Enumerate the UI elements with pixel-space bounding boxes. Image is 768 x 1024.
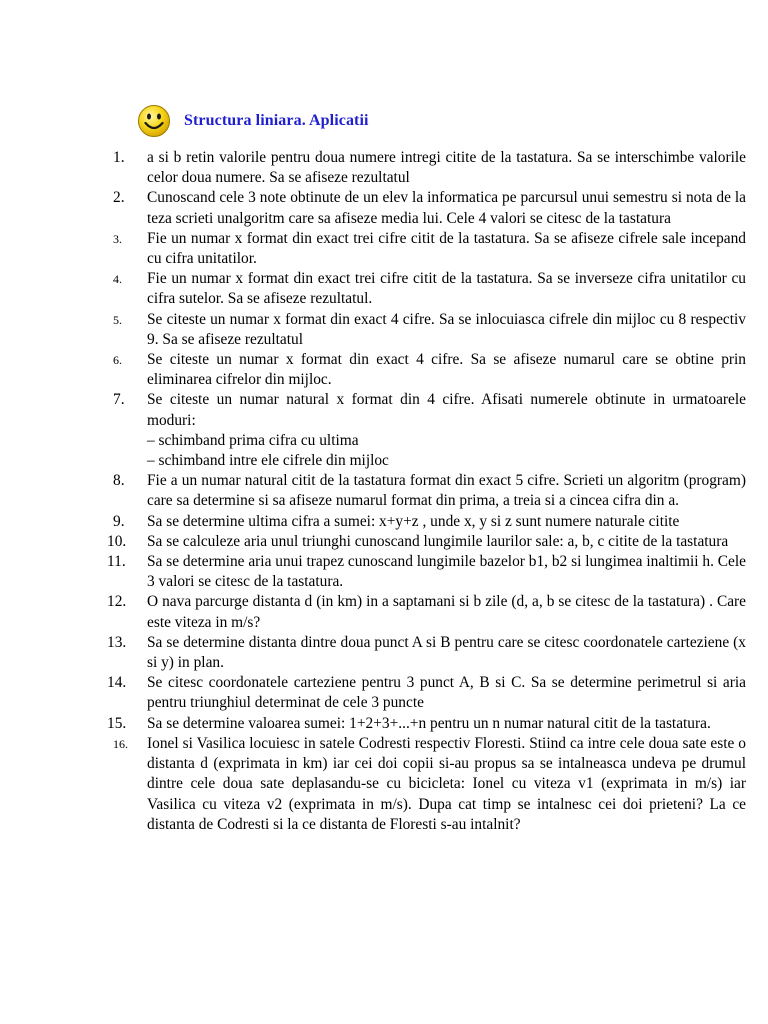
exercise-statement: Sa se determine valoarea sumei: 1+2+3+...+n pentru un n numar natural citit de la tastatura. xyxy=(147,714,711,732)
exercise-number: 9. xyxy=(113,512,125,530)
exercise-text xyxy=(147,552,746,592)
exercise-number: 15. xyxy=(107,714,127,732)
document-header xyxy=(137,104,369,138)
exercise-statement: Sa se calculeze aria unul triunghi cunoscand lungimile laurilor sale: a, b, c citite de la tastatura xyxy=(147,532,729,550)
exercise-statement: Fie un numar x format din exact trei cifre citit de la tastatura. Sa se inverseze cifra unitatilor cu cifra sutelor. Sa se afiseze rezultatul. xyxy=(147,270,746,308)
exercise-number: 4. xyxy=(113,272,122,287)
exercise-item xyxy=(105,714,746,734)
exercise-list xyxy=(105,148,746,835)
exercise-item xyxy=(105,188,746,228)
exercise-statement: Sa se determine ultima cifra a sumei: x+y+z , unde x, y si z sunt numere naturale citite xyxy=(147,512,680,530)
exercise-text xyxy=(147,269,746,309)
exercise-number: 5. xyxy=(113,312,122,327)
smiley-icon xyxy=(137,104,171,138)
exercise-number: 12. xyxy=(107,593,127,611)
exercise-statement: Fie un numar x format din exact trei cifre citit de la tastatura. Sa se afiseze cifrele sale incepand cu cifra unitatilor. xyxy=(147,229,746,268)
exercise-statement: Se citesc coordonatele carteziene pentru 3 punct A, B si C. Sa se determine perimetrul si aria pentru triunghiul determinat de cele 3 puncte xyxy=(147,674,746,712)
exercise-item xyxy=(105,673,746,713)
exercise-text xyxy=(147,633,746,673)
exercise-item xyxy=(105,148,746,188)
exercise-statement: a si b retin valorile pentru doua numere intregi citite de la tastatura. Sa se interschimbe valorile celor doua numere. Sa se afiseze rezultatul xyxy=(147,149,746,187)
exercise-statement: Sa se determine distanta dintre doua punct A si B pentru care se citesc coordonatele carteziene (x si y) in plan. xyxy=(147,633,746,672)
exercise-text xyxy=(147,592,746,632)
exercise-number: 2. xyxy=(113,189,125,207)
exercise-statement: O nava parcurge distanta d (in km) in a saptamani si b zile (d, a, b se citesc de la tastatura) . Care este viteza in m/s? xyxy=(147,593,746,631)
exercise-text xyxy=(147,148,746,188)
exercise-statement: Ionel si Vasilica locuiesc in satele Codresti respectiv Floresti. Stiind ca intre cele doua sate este o distanta d (exprimata in km) iar cei doi copii si-au propus sa se intalneasca undeva pe drumul dintre cele doua sate deplasandu-se cu bicicleta: Ionel cu viteza v1 (exprimata in m/s) iar Vasilica cu viteza v2 (exprimata in m/s). Dupa cat timp se intalnesc cei doi prieteni? La ce distanta de Codresti si la ce distanta de Floresti s-au intalnit? xyxy=(147,734,746,833)
exercise-text xyxy=(147,471,746,511)
exercise-number: 14. xyxy=(107,674,127,692)
exercise-statement: Sa se determine aria unui trapez cunoscand lungimile bazelor b1, b2 si lungimea inaltimii h. Cele 3 valori se citesc de la tastatura. xyxy=(147,553,746,591)
exercise-item xyxy=(105,471,746,511)
exercise-item xyxy=(105,532,746,552)
exercise-text xyxy=(147,673,746,713)
exercise-number: 7. xyxy=(113,391,125,409)
exercise-number: 3. xyxy=(113,231,122,246)
exercise-text xyxy=(147,512,746,532)
exercise-statement: Se citeste un numar natural x format din 4 cifre. Afisati numerele obtinute in urmatoarele moduri: xyxy=(147,391,746,429)
exercise-statement: Se citeste un numar x format din exact 4 cifre. Sa se inlocuiasca cifrele din mijloc cu 8 respectiv 9. Sa se afiseze rezultatul xyxy=(147,310,746,348)
exercise-number: 13. xyxy=(107,633,127,651)
exercise-number: 8. xyxy=(113,472,125,490)
exercise-number: 6. xyxy=(113,353,122,368)
exercise-statement: Fie a un numar natural citit de la tastatura format din exact 5 cifre. Scrieti un algoritm (program) care sa determine si sa afiseze numarul format din prima, a treia si a cincea cifra din a. xyxy=(147,472,746,510)
exercise-item xyxy=(105,269,746,309)
exercise-number: 11. xyxy=(107,553,126,571)
exercise-text xyxy=(147,532,746,552)
exercise-text xyxy=(147,350,746,390)
exercise-item xyxy=(105,552,746,592)
exercise-number: 16. xyxy=(113,736,128,751)
exercise-statement: Cunoscand cele 3 note obtinute de un elev la informatica pe parcursul unui semestru si nota de la teza scrieti unalgoritm care sa afiseze media lui. Cele 4 valori se citesc de la tastatura xyxy=(147,189,746,227)
exercise-item xyxy=(105,310,746,350)
exercise-item xyxy=(105,512,746,532)
exercise-item xyxy=(105,592,746,632)
exercise-item xyxy=(105,350,746,390)
exercise-statement: Se citeste un numar x format din exact 4 cifre. Sa se afiseze numarul care se obtine prin eliminarea cifrelor din mijloc. xyxy=(147,351,746,389)
exercise-subline: – schimband prima cifra cu ultima xyxy=(147,431,359,449)
exercise-text xyxy=(147,229,746,269)
exercise-text xyxy=(147,310,746,350)
exercise-text xyxy=(147,734,746,835)
exercise-text xyxy=(147,714,746,734)
exercise-item xyxy=(105,633,746,673)
document-title: Structura liniara. Aplicatii xyxy=(184,112,369,129)
exercise-subline: – schimband intre ele cifrele din mijloc xyxy=(147,452,389,470)
exercise-text xyxy=(147,188,746,228)
exercise-text xyxy=(147,390,746,471)
exercise-number: 10. xyxy=(107,532,127,550)
exercise-number: 1. xyxy=(113,149,125,166)
exercise-item xyxy=(105,390,746,471)
exercise-item xyxy=(105,734,746,835)
exercise-item xyxy=(105,229,746,269)
